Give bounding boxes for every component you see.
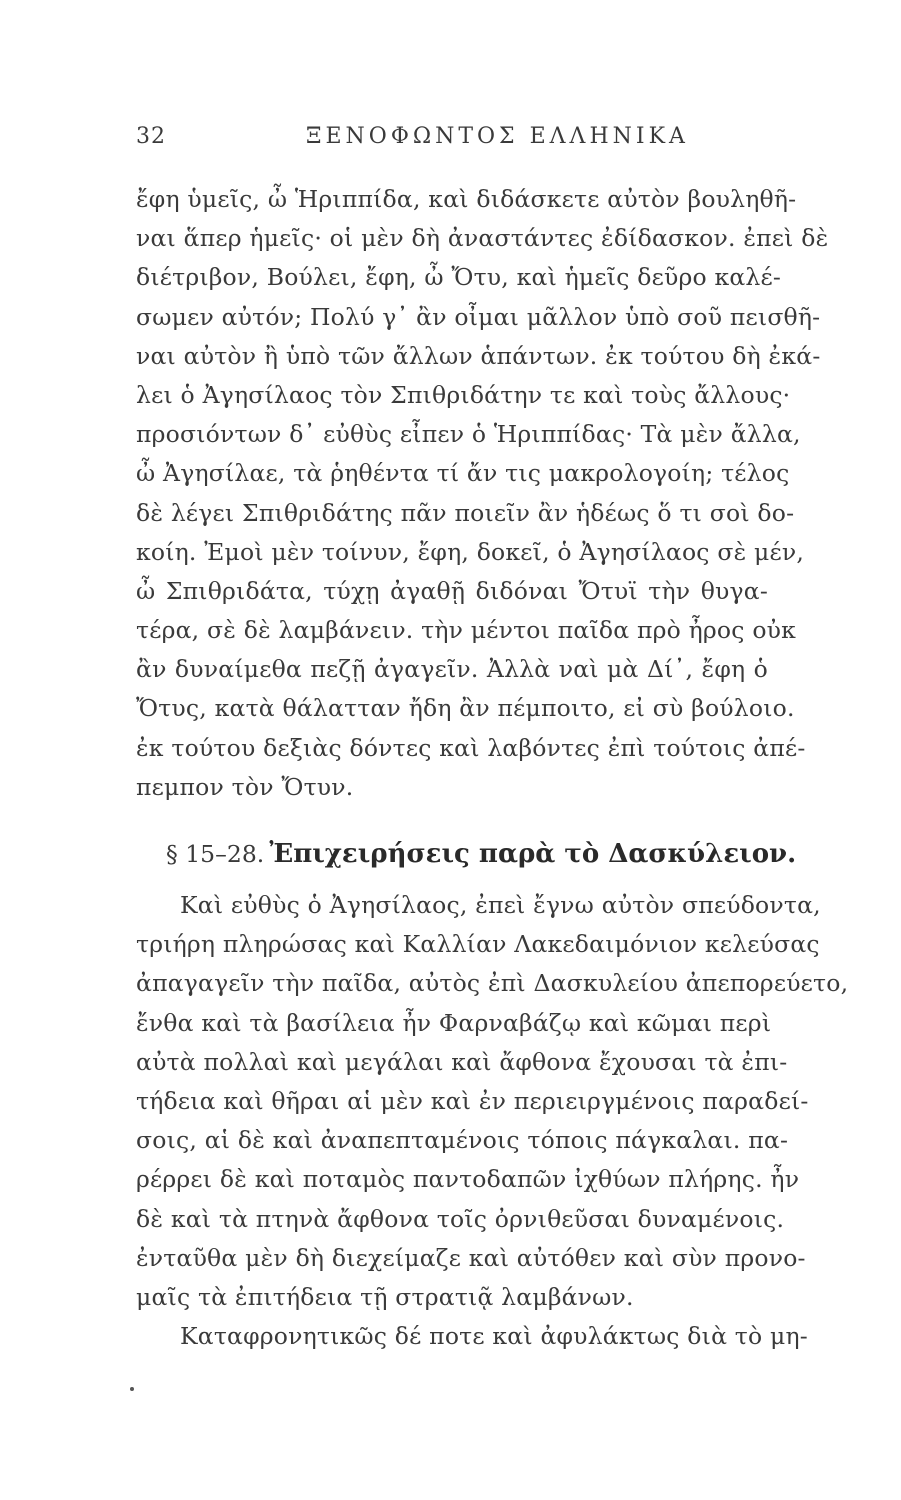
text-line: ἂν δυναίμεθα πεζῇ ἀγαγεῖν. Ἀλλὰ ναὶ μὰ Δί᾽, ἔφη ὁ	[136, 655, 768, 684]
paragraph-1	[136, 180, 829, 807]
text-line: δὲ λέγει Σπιθριδάτης πᾶν ποιεῖν ἂν ἡδέως ὅ τι σοὶ δο-	[136, 498, 795, 527]
text-line: κοίη. Ἐμοὶ μὲν τοίνυν, ἔφη, δοκεῖ, ὁ Ἀγησίλαος σὲ μέν,	[136, 537, 805, 566]
text-line: αὐτὰ πολλαὶ καὶ μεγάλαι καὶ ἄφθονα ἔχουσαι τὰ ἐπι-	[136, 1047, 788, 1076]
section-title: Ἐπιχειρήσεις παρὰ τὸ Δασκύλειον.	[269, 839, 797, 869]
text-line: προσιόντων δ᾽ εὐθὺς εἶπεν ὁ Ἡριππίδας· Τὰ μὲν ἄλλα,	[136, 420, 801, 449]
running-title: ΞΕΝΟΦΩΝΤΟΣ ΕΛΛΗΝΙΚΑ	[306, 124, 689, 149]
text-line: ἐκ τούτου δεξιὰς δόντες καὶ λαβόντες ἐπὶ τούτοις ἀπέ-	[136, 733, 806, 762]
paragraph-2	[136, 886, 849, 1356]
text-line: ἔνθα καὶ τὰ βασίλεια ἦν Φαρναβάζῳ καὶ κῶμαι περὶ	[136, 1008, 772, 1037]
text-line: σοις, αἱ δὲ καὶ ἀναπεπταμένοις τόποις πάγκαλαι. πα-	[136, 1126, 789, 1155]
text-line: σωμεν αὐτόν; Πολύ γ᾽ ἂν οἶμαι μᾶλλον ὑπὸ σοῦ πεισθῆ-	[136, 302, 821, 331]
text-line: ρέρρει δὲ καὶ ποταμὸς παντοδαπῶν ἰχθύων πλήρης. ἦν	[136, 1165, 800, 1194]
text-line: μαῖς τὰ ἐπιτήδεια τῇ στρατιᾷ λαμβάνων.	[136, 1282, 634, 1311]
text-line: τήδεια καὶ θῆραι αἱ μὲν καὶ ἐν περιειργμένοις παραδεί-	[136, 1086, 809, 1115]
text-line: ναι ἅπερ ἡμεῖς· οἱ μὲν δὴ ἀναστάντες ἐδίδασκον. ἐπεὶ δὲ	[136, 224, 829, 253]
ink-speck	[130, 1387, 134, 1391]
text-line: δὲ καὶ τὰ πτηνὰ ἄφθονα τοῖς ὀρνιθεῦσαι δυναμένοις.	[136, 1204, 785, 1233]
text-line: ναι αὐτὸν ἢ ὑπὸ τῶν ἄλλων ἁπάντων. ἐκ τούτου δὴ ἐκά-	[136, 341, 821, 370]
text-line: Καὶ εὐθὺς ὁ Ἀγησίλαος, ἐπεὶ ἔγνω αὐτὸν σπεύδοντα,	[180, 891, 821, 919]
text-line: ἀπαγαγεῖν τὴν παῖδα, αὐτὸς ἐπὶ Δασκυλείου ἀπεπορεύετο,	[136, 969, 849, 998]
section-number: § 15–28.	[166, 840, 265, 868]
text-line: ὦ Ἀγησίλαε, τὰ ῥηθέντα τί ἄν τις μακρολογοίη; τέλος	[136, 459, 790, 488]
text-line: ὦ Σπιθριδάτα, τύχῃ ἀγαθῇ διδόναι Ὄτυϊ τὴν θυγα-	[136, 576, 768, 605]
page-number: 32	[136, 124, 166, 149]
text-line: ἐνταῦθα μὲν δὴ διεχείμαζε καὶ αὐτόθεν καὶ σὺν προνο-	[136, 1243, 806, 1272]
text-line: διέτριβον, Βούλει, ἔφη, ὦ Ὄτυ, καὶ ἡμεῖς δεῦρο καλέ-	[136, 263, 782, 292]
text-line: Καταφρονητικῶς δέ ποτε καὶ ἀφυλάκτως διὰ τὸ μη-	[180, 1322, 808, 1351]
text-line: Ὄτυς, κατὰ θάλατταν ἤδη ἂν πέμποιτο, εἰ σὺ βούλοιο.	[136, 694, 795, 723]
section-heading	[166, 834, 796, 874]
text-line: τριήρη πληρώσας καὶ Καλλίαν Λακεδαιμόνιον κελεύσας	[136, 930, 820, 959]
text-line: λει ὁ Ἀγησίλαος τὸν Σπιθριδάτην τε καὶ τοὺς ἄλλους·	[136, 380, 791, 409]
text-line: πεμπον τὸν Ὄτυν.	[136, 772, 354, 801]
running-head	[136, 124, 766, 156]
text-line: ἔφη ὑμεῖς, ὦ Ἡριππίδα, καὶ διδάσκετε αὐτὸν βουληθῆ-	[136, 185, 797, 213]
text-line: τέρα, σὲ δὲ λαμβάνειν. τὴν μέντοι παῖδα πρὸ ἦρος οὐκ	[136, 616, 797, 645]
